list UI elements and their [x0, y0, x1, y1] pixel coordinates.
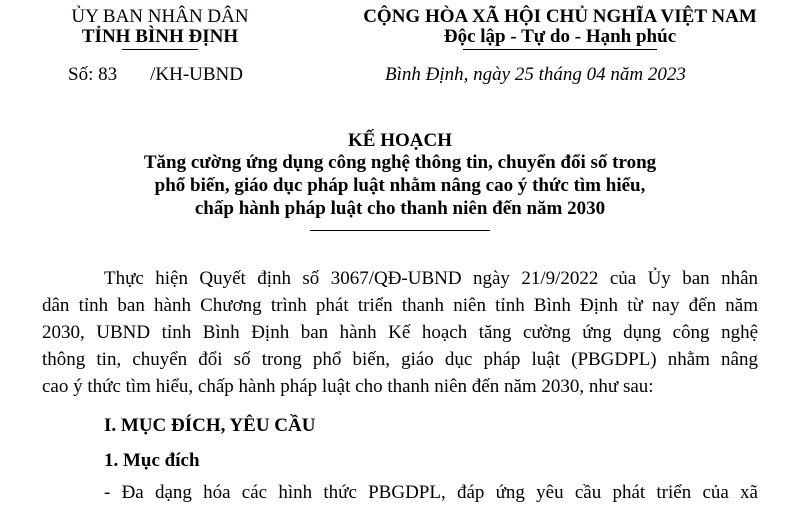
paragraph-line: dân tỉnh ban hành Chương trình phát triển thanh niên tỉnh Bình Định từ nay đến năm — [42, 295, 758, 316]
section-heading: I. MỤC ĐÍCH, YÊU CẦU — [104, 415, 316, 436]
document-number-label: Số: — [68, 64, 99, 85]
agency-underline — [122, 49, 198, 50]
document-subject-line2: phổ biến, giáo dục pháp luật nhằm nâng cao ý thức tìm hiểu, — [154, 175, 646, 196]
agency-name-line1: ỦY BAN NHÂN DÂN — [71, 6, 249, 27]
bullet-line: - Đa dạng hóa các hình thức PBGDPL, đáp ứng yêu cầu phát triển của xã — [104, 482, 758, 503]
document-heading: KẾ HOẠCH — [348, 130, 452, 151]
paragraph-line: cao ý thức tìm hiểu, chấp hành pháp luật cho thanh niên đến năm 2030, như sau: — [42, 376, 654, 397]
national-motto: Độc lập - Tự do - Hạnh phúc — [443, 26, 677, 47]
place-and-date: Bình Định, ngày 25 tháng 04 năm 2023 — [385, 64, 686, 85]
paragraph-line: Thực hiện Quyết định số 3067/QĐ-UBND ngày 21/9/2022 của Ủy ban nhân — [104, 268, 758, 289]
document-subject-line1: Tăng cường ứng dụng công nghệ thông tin, chuyển đổi số trong — [143, 152, 657, 173]
document-code: /KH-UBND — [150, 64, 243, 85]
document-subject-line3: chấp hành pháp luật cho thanh niên đến năm 2030 — [194, 198, 606, 219]
subsection-heading: 1. Mục đích — [104, 450, 200, 471]
document-number — [68, 64, 243, 86]
republic-title: CỘNG HÒA XÃ HỘI CHỦ NGHĨA VIỆT NAM — [363, 6, 757, 27]
title-underline — [310, 230, 490, 231]
paragraph-line: 2030, UBND tỉnh Bình Định ban hành Kế hoạch tăng cường ứng dụng công nghệ — [42, 322, 758, 343]
document-number-value: 83 — [98, 64, 118, 85]
agency-name-line2: TỈNH BÌNH ĐỊNH — [81, 26, 239, 47]
motto-underline — [463, 49, 657, 50]
paragraph-line: thông tin, chuyển đổi số trong phổ biến, giáo dục pháp luật (PBGDPL) nhằm nâng — [42, 349, 758, 370]
